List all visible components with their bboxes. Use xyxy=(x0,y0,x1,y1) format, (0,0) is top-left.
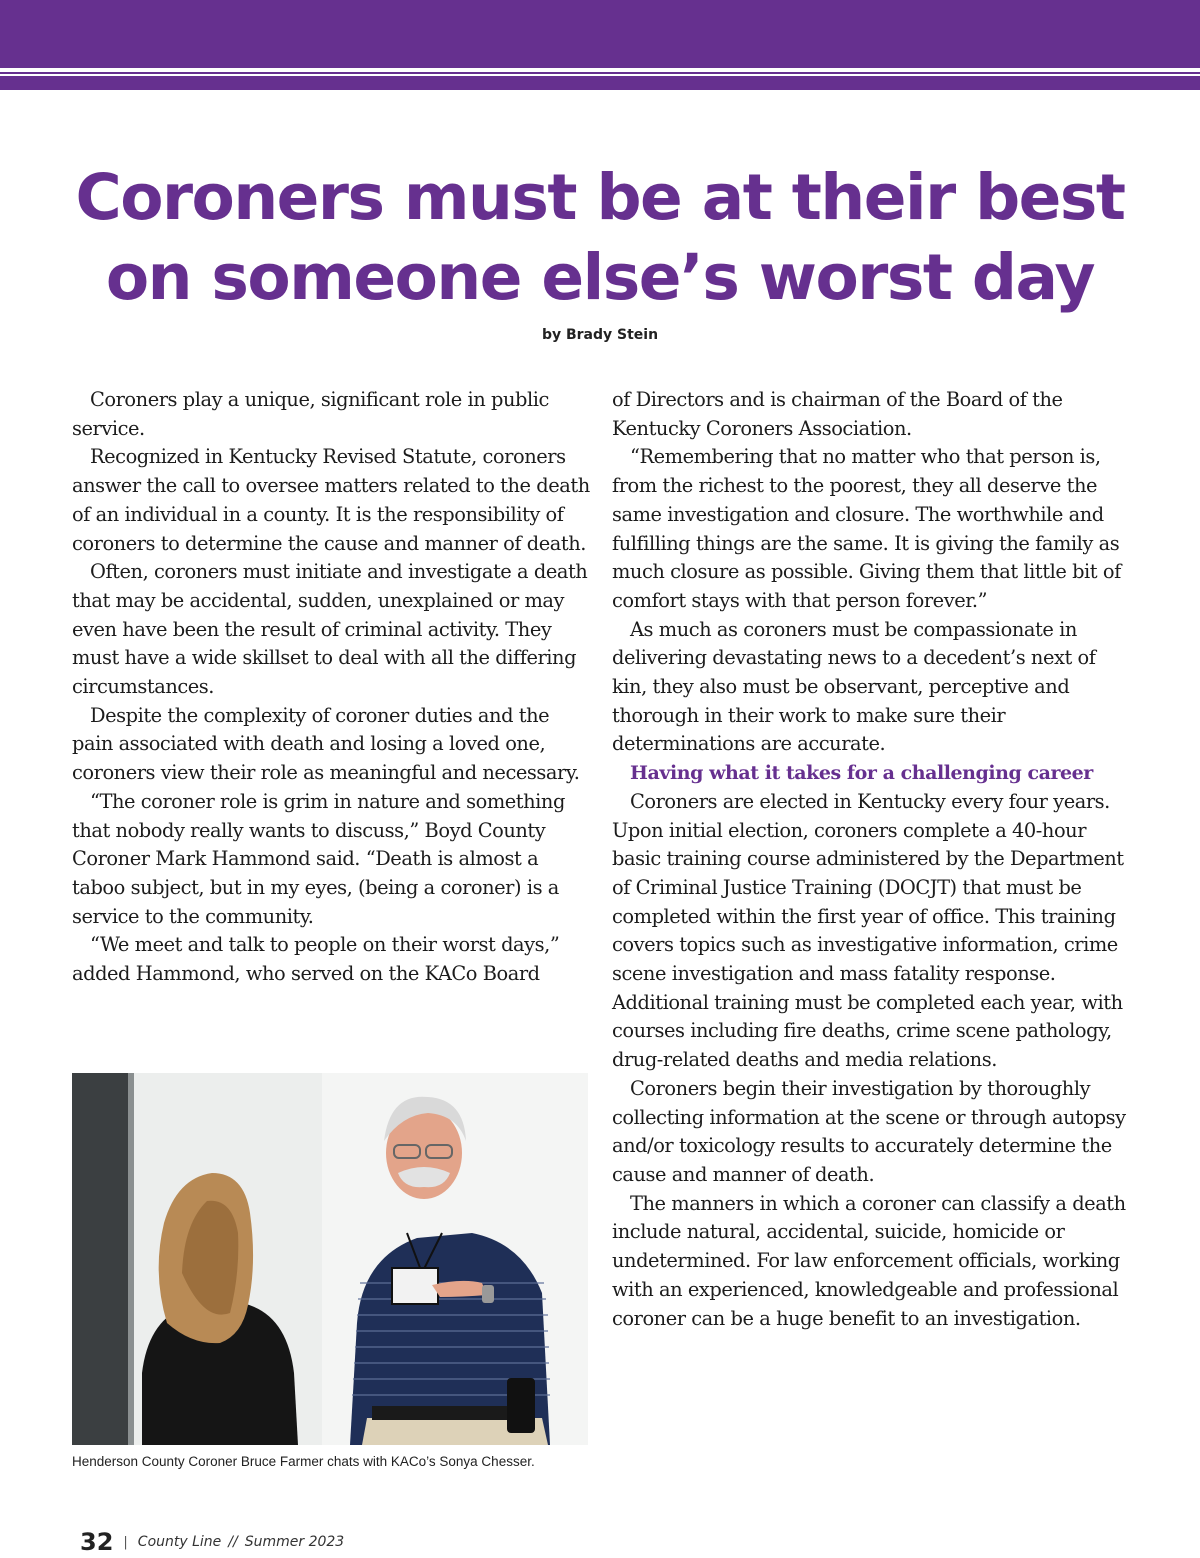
left-column xyxy=(72,386,592,989)
paragraph: “We meet and talk to people on their worst days,” added Hammond, who served on the KACo Board xyxy=(72,933,560,986)
paragraph: Often, coroners must initiate and investigate a death that may be accidental, sudden, unexplained or may even have been the result of criminal activity. They must have a wide skillset to deal with all the differing circumstances. xyxy=(72,560,588,699)
paragraph: Despite the complexity of coroner duties and the pain associated with death and losing a loved one, coroners view their role as meaningful and necessary. xyxy=(72,703,580,785)
paragraph: Coroners are elected in Kentucky every four years. Upon initial election, coroners complete a 40-hour basic training course administered by the Department of Criminal Justice Training (DOCJT) that must be completed within the first year of office. This training covers topics such as investigative information, crime scene investigation and mass fatality response. Additional training must be completed each year, with courses including fire deaths, crime scene pathology, drug-related deaths and media relations. xyxy=(612,789,1124,1072)
footer-slashes: // xyxy=(228,1534,238,1550)
footer-separator: | xyxy=(123,1534,128,1550)
publication-name: County Line xyxy=(137,1534,222,1550)
article-photo xyxy=(72,1073,588,1445)
page-number: 32 xyxy=(80,1528,114,1556)
header-thin-rule xyxy=(0,72,1200,74)
paragraph: Recognized in Kentucky Revised Statute, coroners answer the call to oversee matters related to the death of an individual in a county. It is the responsibility of coroners to determine the cause and manner of death. xyxy=(72,445,590,555)
paragraph: The manners in which a coroner can classify a death include natural, accidental, suicide, homicide or undetermined. For law enforcement officials, working with an experienced, knowledgeable and professional coroner can be a huge benefit to an investigation. xyxy=(612,1191,1126,1330)
paragraph: “The coroner role is grim in nature and something that nobody really wants to discuss,” Boyd County Coroner Mark Hammond said. “Death is almost a taboo subject, but in my eyes, (being a coroner) is a service to the community. xyxy=(72,789,565,928)
section-subhead: Having what it takes for a challenging career xyxy=(630,762,1093,785)
photo-caption: Henderson County Coroner Bruce Farmer chats with KACo’s Sonya Chesser. xyxy=(72,1454,535,1469)
headline-line-1: Coroners must be at their best xyxy=(75,161,1125,234)
paragraph: As much as coroners must be compassionate in delivering devastating news to a decedent’s next of kin, they also must be observant, perceptive and thorough in their work to make sure their determinations are accurate. xyxy=(612,617,1096,756)
byline: by Brady Stein xyxy=(541,327,659,343)
page-footer xyxy=(80,1528,344,1556)
headline-line-2: on someone else’s worst day xyxy=(105,241,1095,314)
header-color-band xyxy=(0,0,1200,68)
issue-name: Summer 2023 xyxy=(244,1534,345,1550)
article-headline xyxy=(0,158,1200,318)
paragraph: “Remembering that no matter who that person is, from the richest to the poorest, they all deserve the same investigation and closure. The worthwhile and fulfilling things are the same. It is giving the family as much closure as possible. Giving them that little bit of comfort stays with that person forever.” xyxy=(612,445,1121,612)
paragraph: of Directors and is chairman of the Board of the Kentucky Coroners Association. xyxy=(612,388,1063,440)
right-column xyxy=(612,386,1132,1333)
header-bottom-band xyxy=(0,76,1200,90)
photo-illustration xyxy=(72,1073,588,1445)
paragraph: Coroners play a unique, significant role in public service. xyxy=(72,388,549,440)
paragraph: Coroners begin their investigation by thoroughly collecting information at the scene or through autopsy and/or toxicology results to accurately determine the cause and manner of death. xyxy=(612,1076,1126,1186)
